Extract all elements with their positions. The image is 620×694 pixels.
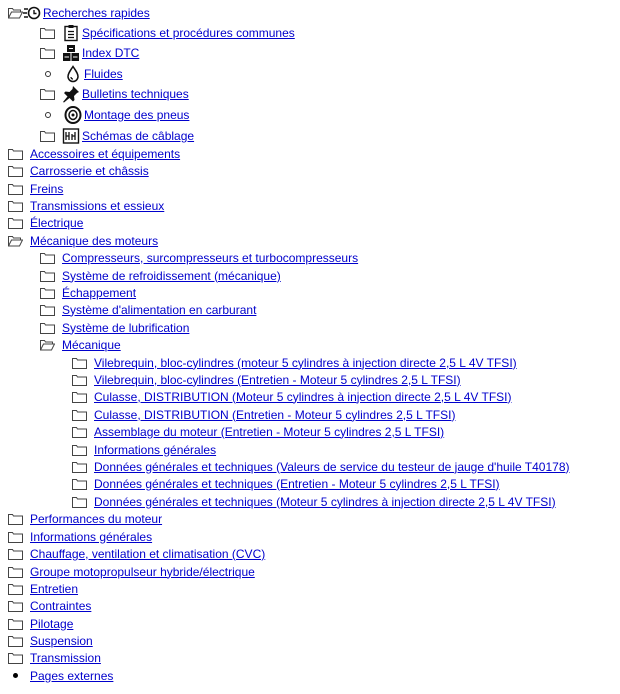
folder-icon [40,270,55,282]
folder-icon [8,531,23,543]
tree-item-transmission[interactable] [8,649,101,666]
folder-icon [8,200,23,212]
tree-item-label[interactable]: Informations générales [94,442,217,457]
folder-icon [40,130,55,142]
tree-item-label[interactable]: Carrosserie et châssis [30,163,149,178]
folder-icon [40,322,55,334]
folder-icon [8,548,23,560]
folder-icon [40,287,55,299]
tree-item-label[interactable]: Bulletins techniques [82,86,189,101]
folder-icon [72,374,87,386]
tree-item-schemas-cablage[interactable] [40,127,194,144]
tree-item-refroidissement[interactable] [40,267,281,284]
folder-icon [40,47,55,59]
tree-item-echappement[interactable] [40,284,136,301]
tree-item-specifications[interactable] [40,24,295,41]
tree-item-vilebrequin-entretien[interactable] [72,371,461,388]
folder-icon [72,444,87,456]
folder-icon [72,461,87,473]
folder-icon [40,304,55,316]
tree-item-compresseurs[interactable] [40,249,358,266]
bullet-icon [45,112,51,118]
tree-item-label[interactable]: Performances du moteur [30,511,163,526]
tree-item-label[interactable]: Culasse, DISTRIBUTION (Moteur 5 cylindres à injection directe 2,5 L 4V TFSI) [94,389,512,404]
tree-item-donnees-entretien[interactable] [72,475,500,492]
tree-item-label[interactable]: Transmissions et essieux [30,198,165,213]
tree-item-label[interactable]: Groupe motopropulseur hybride/électrique [30,564,255,579]
tree-item-contraintes[interactable] [8,597,91,614]
tree-item-label[interactable]: Système de refroidissement (mécanique) [62,268,281,283]
folder-icon [40,27,55,39]
tree-item-label[interactable]: Données générales et techniques (Valeurs de service du testeur de jauge d'huile T40178) [94,459,570,474]
tree-item-label[interactable]: Données générales et techniques (Moteur 5 cylindres à injection directe 2,5 L 4V TFSI) [94,494,556,509]
tree-item-pages-externes[interactable] [8,667,113,684]
tree-item-index-dtc[interactable] [40,44,139,61]
tree-item-label[interactable]: Système d'alimentation en carburant [62,302,257,317]
tree-item-label[interactable]: Pages externes [30,668,114,683]
tree-item-label[interactable]: Contraintes [30,598,92,613]
folder-icon [8,566,23,578]
folder-icon [8,635,23,647]
tree-item-label[interactable]: Accessoires et équipements [30,146,181,161]
tree-item-label[interactable]: Culasse, DISTRIBUTION (Entretien - Moteur 5 cylindres 2,5 L TFSI) [94,407,456,422]
folder-icon [8,600,23,612]
tree-item-label[interactable]: Vilebrequin, bloc-cylindres (moteur 5 cylindres à injection directe 2,5 L 4V TFSI) [94,355,517,370]
tree-item-label[interactable]: Mécanique [62,337,121,352]
folder-open-icon [8,235,23,247]
folder-icon [8,148,23,160]
tree-item-label[interactable]: Montage des pneus [84,107,190,122]
folder-icon [8,652,23,664]
tree-item-alimentation-carburant[interactable] [40,301,256,318]
tree-item-label[interactable]: Vilebrequin, bloc-cylindres (Entretien - Moteur 5 cylindres 2,5 L TFSI) [94,372,461,387]
folder-icon [72,496,87,508]
folder-icon [8,165,23,177]
tree-item-electrique[interactable] [8,214,83,231]
tree-item-mecanique[interactable] [40,336,121,353]
tree-item-label[interactable]: Recherches rapides [43,5,150,20]
folder-icon [72,478,87,490]
tree-item-freins[interactable] [8,180,63,197]
tree-item-label[interactable]: Électrique [30,215,84,230]
tree-item-label[interactable]: Fluides [84,66,123,81]
tree-item-label[interactable]: Chauffage, ventilation et climatisation (CVC) [30,546,266,561]
tree-item-transmissions-essieux[interactable] [8,197,164,214]
tree-item-entretien[interactable] [8,580,78,597]
code-blocks-icon [62,44,80,62]
tree-item-montage-pneus[interactable] [40,106,189,123]
tree-item-culasse-entretien[interactable] [72,406,455,423]
folder-icon [8,513,23,525]
speed-search-icon [23,4,41,22]
tree-item-label[interactable]: Spécifications et procédures communes [82,25,295,40]
folder-icon [72,426,87,438]
tree-item-label[interactable]: Index DTC [82,45,140,60]
tree-item-vilebrequin-injection[interactable] [72,354,517,371]
tree-item-label[interactable]: Informations générales [30,529,153,544]
tree-item-informations-generales[interactable] [8,528,152,545]
tree-item-label[interactable]: Transmission [30,650,101,665]
wiring-diagram-icon [62,127,80,145]
tree-item-informations-generales-meca[interactable] [72,441,216,458]
tree-item-label[interactable]: Compresseurs, surcompresseurs et turbocompresseurs [62,250,359,265]
tree-item-suspension[interactable] [8,632,93,649]
tree-item-culasse-injection[interactable] [72,388,511,405]
tree-item-label[interactable]: Schémas de câblage [82,128,195,143]
tire-icon [64,106,82,124]
tree-item-label[interactable]: Entretien [30,581,79,596]
tree-item-carrosserie[interactable] [8,162,149,179]
tree-item-hybride[interactable] [8,563,255,580]
tree-item-bulletins[interactable] [40,85,189,102]
tree-item-lubrification[interactable] [40,319,189,336]
tree-item-label[interactable]: Freins [30,181,64,196]
tree-item-label[interactable]: Système de lubrification [62,320,190,335]
bullet-icon [13,673,18,678]
tree-item-label[interactable]: Assemblage du moteur (Entretien - Moteur 5 cylindres 2,5 L TFSI) [94,424,445,439]
bullet-icon [45,71,51,77]
pushpin-icon [62,85,80,103]
folder-icon [40,88,55,100]
tree-item-performances[interactable] [8,510,162,527]
tree-item-donnees-jauge[interactable] [72,458,570,475]
tree-item-accessoires[interactable] [8,145,180,162]
tree-item-label[interactable]: Pilotage [30,616,74,631]
folder-icon [8,217,23,229]
folder-open-icon [40,339,55,351]
tree-item-label[interactable]: Échappement [62,285,137,300]
tree-item-label[interactable]: Suspension [30,633,93,648]
tree-item-assemblage-moteur[interactable] [72,423,444,440]
tree-item-cvc[interactable] [8,545,265,562]
clipboard-icon [62,24,80,42]
tree-item-pilotage[interactable] [8,615,73,632]
folder-icon [8,583,23,595]
folder-open-icon [8,7,23,19]
folder-icon [72,409,87,421]
folder-icon [40,252,55,264]
tree-item-label[interactable]: Mécanique des moteurs [30,233,159,248]
tree-item-fluides[interactable] [40,65,123,82]
tree-item-mecanique-moteurs[interactable] [8,232,158,249]
folder-icon [72,391,87,403]
folder-icon [8,618,23,630]
folder-icon [8,183,23,195]
tree-item-donnees-injection[interactable] [72,493,556,510]
droplet-icon [64,65,82,83]
tree-item-recherches-rapides[interactable] [8,4,150,21]
folder-icon [72,357,87,369]
tree-item-label[interactable]: Données générales et techniques (Entretien - Moteur 5 cylindres 2,5 L TFSI) [94,476,500,491]
